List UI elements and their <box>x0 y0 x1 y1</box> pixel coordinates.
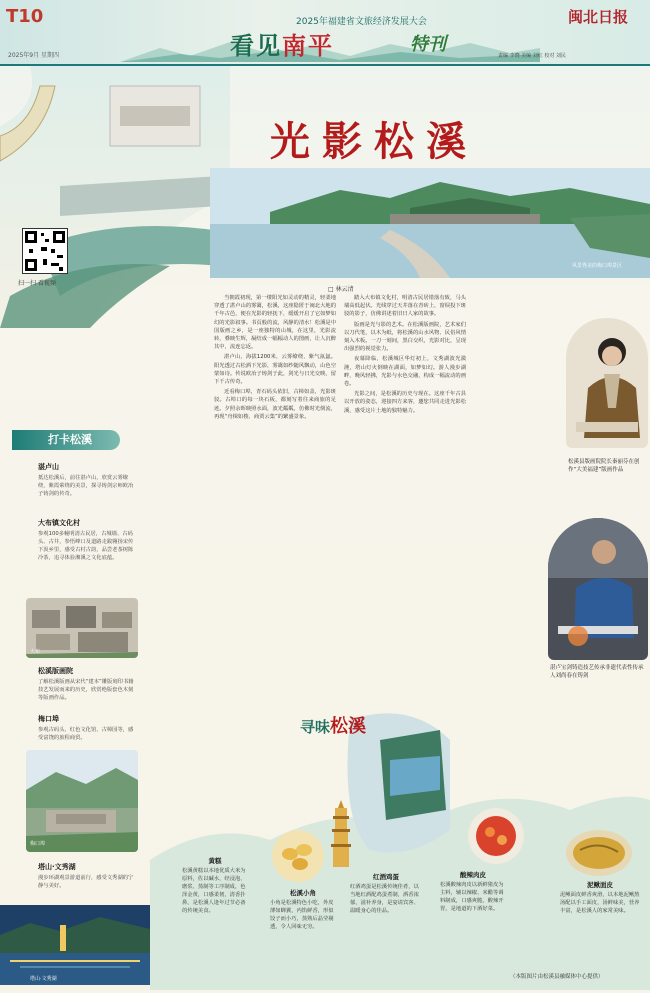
food-xiaojiao: 松溪小角 小角是松溪特色小吃，外皮薄如蝉翼，内馅鲜香，形似饺子而小巧，蒸熟后晶莹剔透，令人回味无穷。 <box>270 889 334 930</box>
photo-credit: （本版图片由松溪县融媒体中心提供） <box>510 974 604 980</box>
event-banner: 2025年福建省文旅经济发展大会 <box>296 17 427 27</box>
spot-dabu: 大布镇文化村 参观100多幢明清古民居，古城墙、古码头、古井，参悟峰口及道路走跋翱扬宋传下汲乡里，感受古村古韵，品尝老茶树陈冷茶，追寻体验湘溪之文化底蕴。 <box>38 519 134 561</box>
paragraph: 版画是光与影的艺术。在松溪版画院，艺术家们以刀代笔，以木为纸，将松溪的山水风物、民俗风情刻入木板。一刀一刻间，黑白交织，光影对比，呈现出强烈的视觉张力。 <box>344 321 466 353</box>
food-red-wine-egg: 红酒鸡蛋 红酒鸡蛋是松溪传统佳肴，以当地红酒配鸡蛋煮制，酒香浓郁，滋补养身，是宴请宾客、温暖身心的佳品。 <box>350 873 419 914</box>
dish-sour-spicy-pork-skin <box>468 808 524 864</box>
video-qr-code[interactable] <box>22 228 68 274</box>
spot-meikoubu: 梅口埠 参观古码头、红色文化馆、古樟园等，感受富饶的旅程商贸。 <box>38 715 134 741</box>
logo-main: 看见 <box>230 31 282 60</box>
food-loach-noodles: 泥鳅面皮 泥鳅面皮鲜香爽滑，以本地泥鳅熬汤配以手工面皮，汤鲜味美，营养丰富，是松溪人的家常美味。 <box>560 881 640 914</box>
photo-swordsmith <box>548 518 648 660</box>
logo-place: 南平 <box>282 31 334 60</box>
thumb-dabu-village <box>26 598 138 658</box>
paragraph: 踏入大布镇文化村，明清古民居错落有致，马头墙高低起伏。光线穿过天井落在青砖上，窗棂投下斑驳的影子，仿佛讲述着旧日人家的故事。 <box>344 295 466 318</box>
paragraph: 湛卢山，海拔1200米，云雾缭绕、紫气氤氲。阳光透过古松洒下光影，雾霭如纱随风飘动，山色空蒙如诗。传说欧冶子铸剑于此，剑光与日光交映，留下千古传奇。 <box>214 354 336 386</box>
caption-swordsmith: 湛卢宝剑铸造技艺传承非遗代表性传承人刘尚春在铸剑 <box>550 665 644 679</box>
caption-printmaker: 松溪县版画院院长秦丽芬在创作“大美福建”版画作品 <box>568 459 640 473</box>
paragraph: 当朝霞初现，第一缕阳光如灵动的精灵，轻柔地穿透了湛卢山的雾霭，松溪，这座隐匿于闽北大地的千年古邑，便在光影的轻抚下，缓缓开启了它如梦如幻的光影叙事。书页般的流，风静的清水！松溪是中国版画之乡，是一座独特的山城，在这里，光影流转，叠映生辉，凝结成一幅幅动人的图画，让人沉醉其中，流连忘返。 <box>214 295 336 351</box>
page-header <box>0 0 650 66</box>
dish-songxi-xiaojiao <box>272 830 324 882</box>
dish-loach-noodles <box>566 830 632 876</box>
food-huanggao: 黄糕 松溪黄糕以本地优质大米为原料，佐以碱水，经浸泡、磨浆、蒸制等工序制成，色泽金黄，口感柔韧，清香扑鼻，是松溪人逢年过节必备的传统美食。 <box>182 857 246 914</box>
article-author: □ 林云清 <box>328 286 354 293</box>
special-logo <box>230 26 334 61</box>
article-column-1 <box>214 294 336 694</box>
thumb-caption-dabu: 大布 <box>30 649 41 655</box>
issue-date: 2025年9月 星期四 <box>8 52 59 59</box>
paragraph: 夜幕降临，松溪城区华灯初上，文秀湖波光潋滟，塔山灯火倒映在湖面，如梦如幻。游人漫步湖畔，晚风轻拂，光影与水色交融，构成一幅流动的画卷。 <box>344 356 466 388</box>
qr-code-icon <box>23 229 67 273</box>
thumb-meikoubu <box>26 750 138 852</box>
feature-title: 光影松溪 <box>270 118 478 165</box>
qr-label: 扫一扫 看视频 <box>18 280 56 287</box>
spot-zhanlu: 湛卢山 抵达松溪后，前往湛卢山，欣赏云雾缭绕，紫霞萦绕的美景，探寻铸剑宗师欧冶子铸剑的传奇。 <box>38 463 134 497</box>
paragraph: 近看梅口埠，青石码头依旧，古樟如盖，光影斑驳。古埠口的每一块石板，都刻写着往来商旅的足迹。夕照余晖映照水面，波光粼粼，仿佛时光倒流，再现“舟楫如梭、商贾云集”的繁盛景象。 <box>214 389 336 420</box>
food-pork-skin: 酸辣肉皮 松溪酸辣肉皮以新鲜猪皮为主料，辅以辣椒、米醋等调料制成，口感爽脆，酸辣开胃，是地道的下酒好菜。 <box>440 871 504 912</box>
editor-credits: 责编 李晓 美编 刘红 校对 刘民 <box>498 53 566 59</box>
checkin-section-title: 打卡松溪 <box>12 430 120 450</box>
thumb-caption-tashan: 塔山·文秀湖 <box>30 976 57 982</box>
spot-printmaking-academy: 松溪版画院 了解松溪版画从宋代“建本”雕版刻印书籍技艺发展而来的历史，欣赏绝版套色木刻等版画作品。 <box>38 667 134 701</box>
thumb-caption-meikoubu: 梅口埠 <box>30 841 46 847</box>
hero-caption: 风景秀美的梅口埠景区 <box>572 263 623 269</box>
page-number: T10 <box>6 6 44 27</box>
thumb-tashan-lake <box>0 905 150 985</box>
pagoda-icon <box>330 800 352 870</box>
scroll-landscape-image <box>0 66 230 328</box>
spot-tashan-wenxiu-lake: 塔山·文秀湖 漫步环湖观景游道前行，感受文秀湖的宁静与美好。 <box>38 863 134 889</box>
photo-printmaker-woman <box>566 318 648 448</box>
article-column-2 <box>344 294 466 694</box>
food-section-title: 寻味松溪 <box>300 716 367 737</box>
special-edition-label: 特刊 <box>410 34 446 55</box>
newspaper-name: 闽北日报 <box>568 8 629 26</box>
paragraph: 光影之间，是松溪的历史与现在。这座千年古县以开放的姿态，迎接四方来客，邀您共同走进光影松溪，感受这片土地的独特魅力。 <box>344 391 466 414</box>
